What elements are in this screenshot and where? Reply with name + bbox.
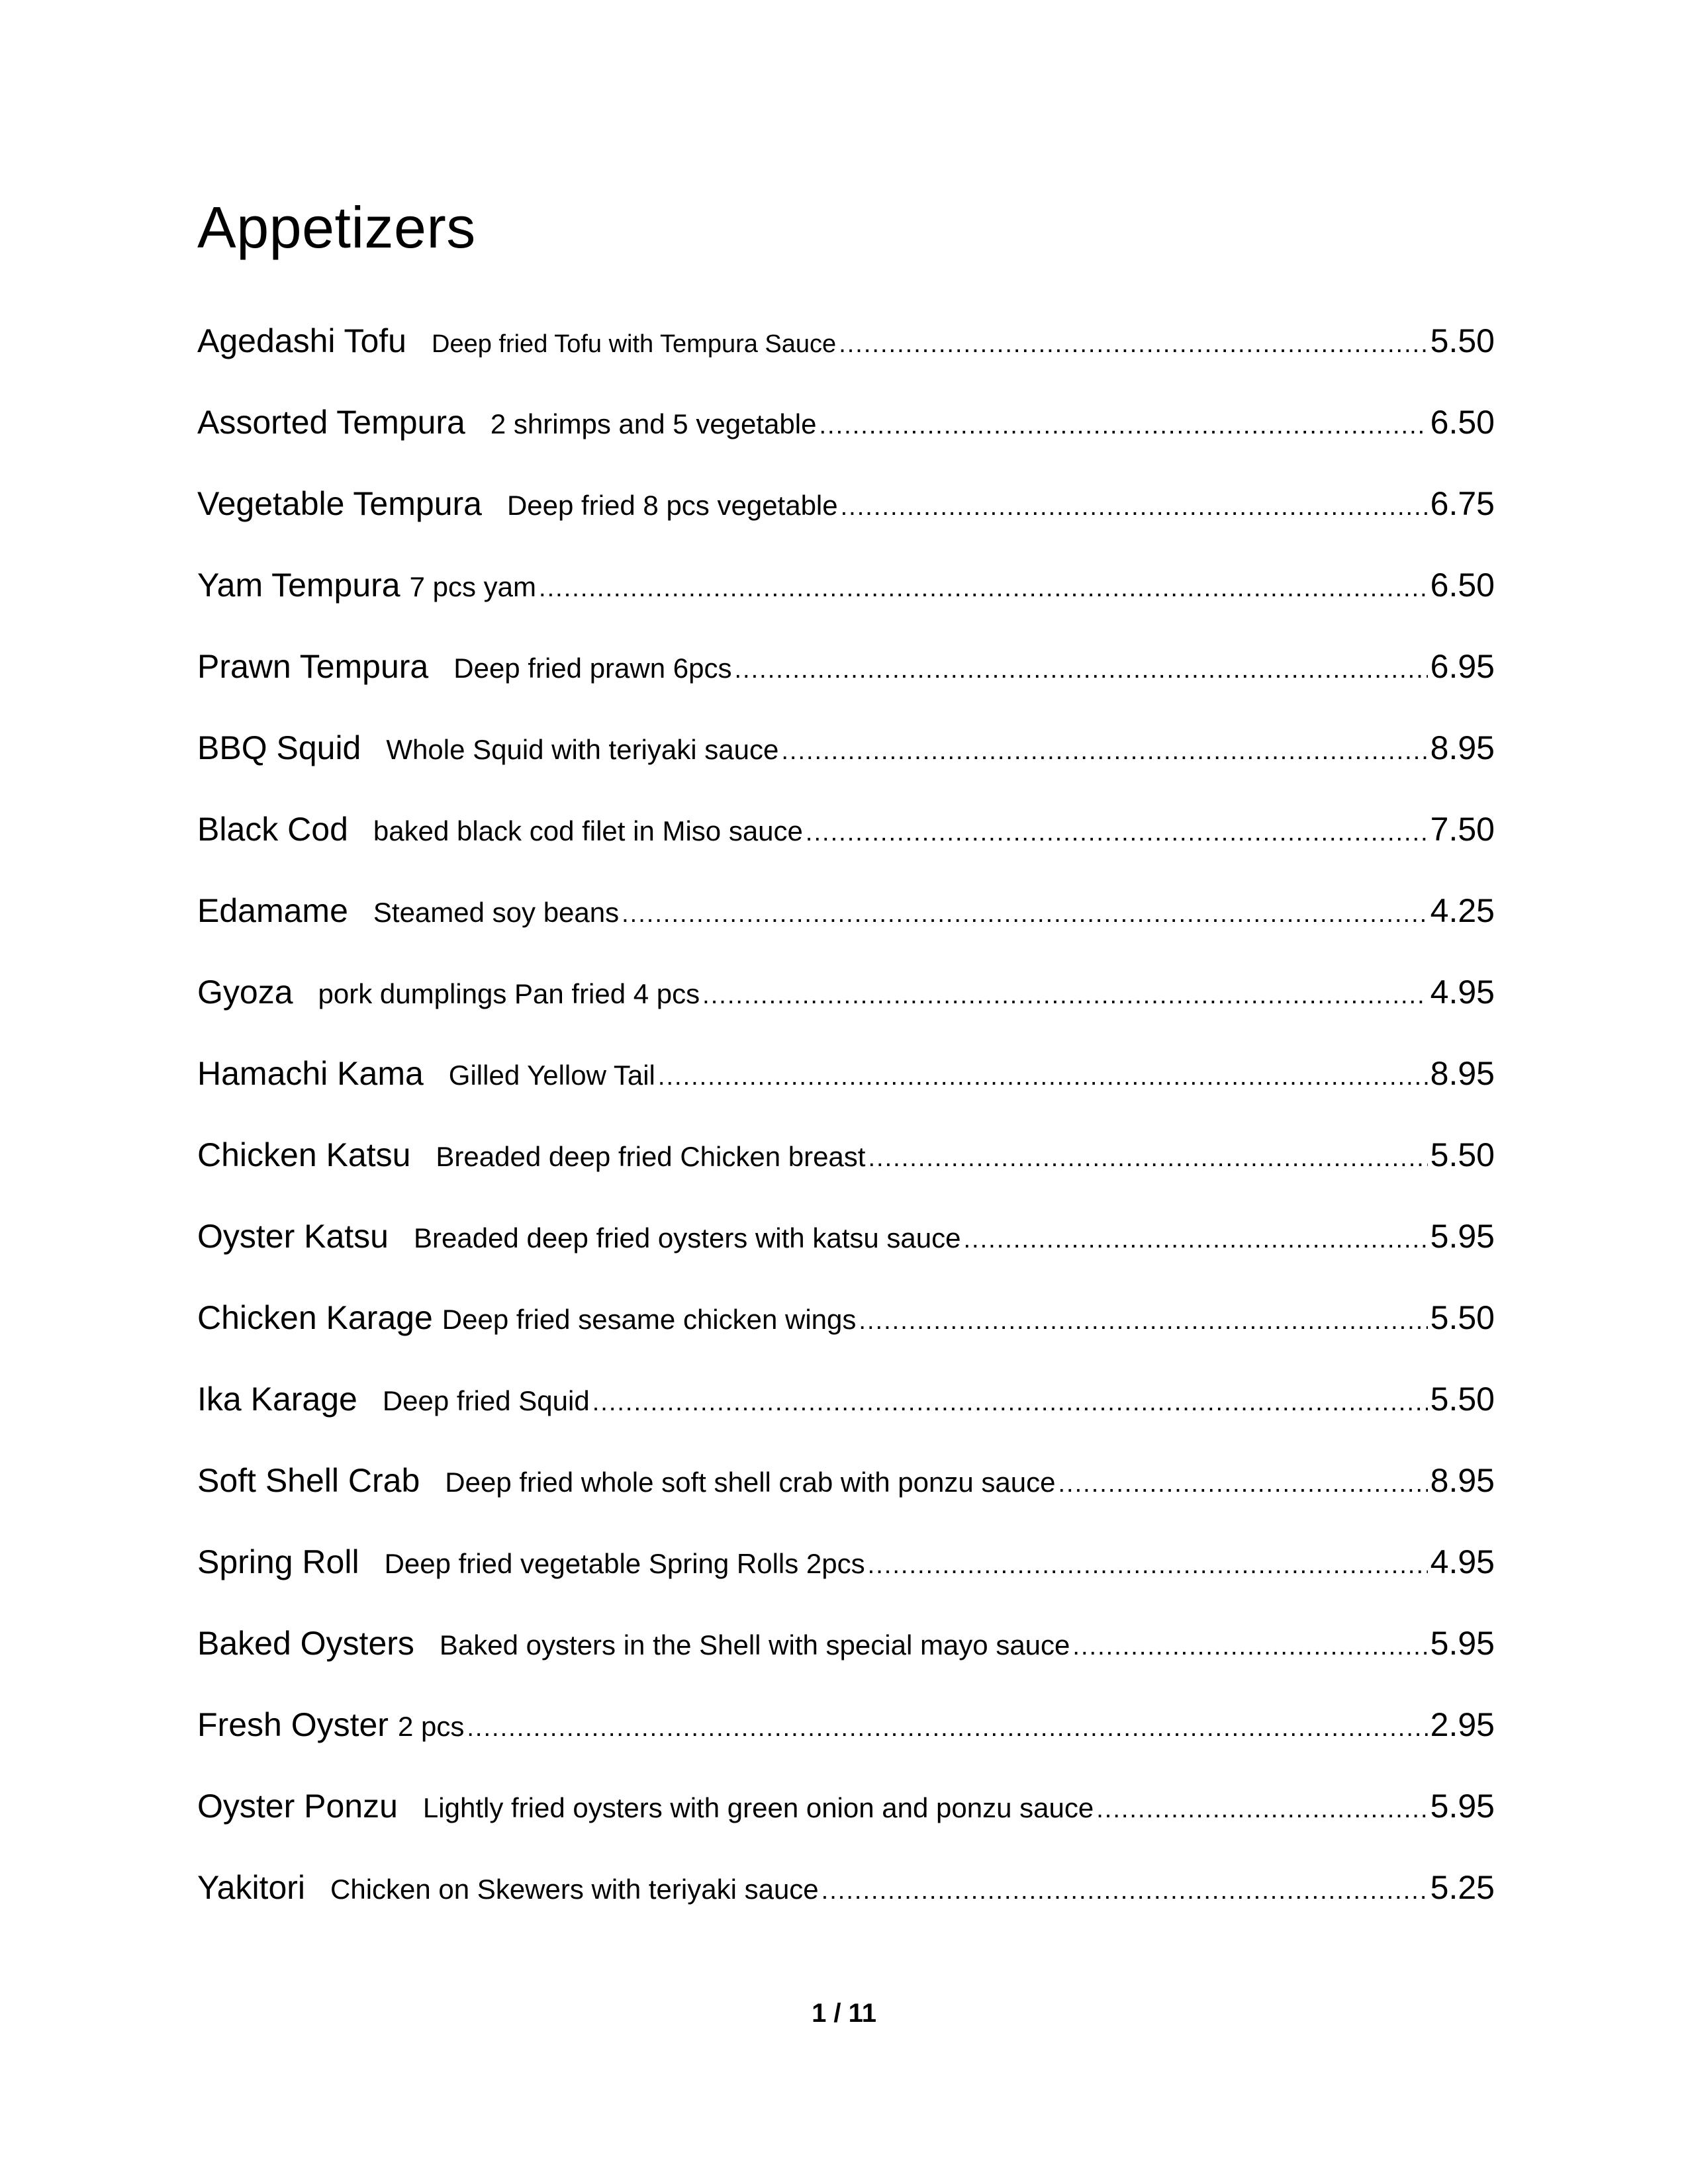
menu-item-yakitori (197, 1868, 1495, 1950)
page-title: Appetizers (197, 195, 476, 260)
item-description: Lightly fried oysters with green onion and ponzu sauce (422, 1792, 1094, 1823)
item-name: Soft Shell Crab (197, 1462, 420, 1499)
item-description: Baked oysters in the Shell with special mayo sauce (439, 1629, 1070, 1661)
item-name: Prawn Tempura (197, 648, 429, 685)
item-name: Spring Roll (197, 1543, 359, 1580)
item-description: pork dumplings Pan fried 4 pcs (318, 978, 700, 1009)
menu-item-assorted-tempura (197, 403, 1495, 484)
item-name: Edamame (197, 892, 348, 929)
item-price: 8.95 (1430, 1055, 1495, 1092)
item-name: Oyster Katsu (197, 1218, 389, 1255)
item-price: 5.50 (1430, 1299, 1495, 1336)
menu-item-fresh-oyster (197, 1706, 1495, 1787)
menu-item-chicken-karage (197, 1298, 1495, 1380)
item-price: 8.95 (1430, 1462, 1495, 1499)
item-description: 7 pcs yam (409, 571, 537, 602)
item-price: 5.95 (1430, 1788, 1495, 1825)
dot-leader (821, 1877, 1428, 1905)
dot-leader (841, 493, 1428, 522)
menu-item-soft-shell-crab (197, 1461, 1495, 1543)
dot-leader (1096, 1796, 1427, 1824)
item-description: 2 pcs (397, 1711, 465, 1742)
item-description: Deep fried prawn 6pcs (453, 653, 732, 684)
menu-list (197, 322, 1495, 1950)
menu-item-baked-oysters (197, 1624, 1495, 1706)
item-price: 5.50 (1430, 322, 1495, 359)
menu-item-oyster-katsu (197, 1217, 1495, 1298)
item-price: 4.25 (1430, 892, 1495, 929)
item-description: Gilled Yellow Tail (448, 1060, 655, 1091)
item-price: 2.95 (1430, 1706, 1495, 1743)
menu-item-spring-roll (197, 1543, 1495, 1624)
item-description: Breaded deep fried Chicken breast (436, 1141, 866, 1172)
item-name: BBQ Squid (197, 729, 361, 766)
item-name: Gyoza (197, 974, 293, 1011)
page-number: 1 / 11 (812, 1999, 876, 2028)
item-description: Deep fried sesame chicken wings (442, 1304, 857, 1335)
item-price: 5.50 (1430, 1136, 1495, 1173)
dot-leader (658, 1063, 1428, 1091)
menu-item-yam-tempura (197, 566, 1495, 647)
item-name: Chicken Karage (197, 1299, 433, 1336)
item-price: 7.50 (1430, 811, 1495, 848)
dot-leader (622, 900, 1428, 929)
item-price: 6.95 (1430, 648, 1495, 685)
dot-leader (1072, 1633, 1427, 1661)
menu-item-bbq-squid (197, 729, 1495, 810)
item-price: 6.50 (1430, 567, 1495, 604)
item-price: 4.95 (1430, 974, 1495, 1011)
menu-item-hamachi-kama (197, 1054, 1495, 1136)
item-name: Yam Tempura (197, 567, 400, 604)
item-name: Yakitori (197, 1869, 306, 1906)
menu-item-black-cod (197, 810, 1495, 891)
dot-leader (839, 330, 1427, 359)
dot-leader (734, 656, 1427, 684)
item-name: Chicken Katsu (197, 1136, 411, 1173)
dot-leader (868, 1551, 1428, 1580)
item-description: Breaded deep fried oysters with katsu sauce (414, 1222, 961, 1253)
dot-leader (592, 1388, 1428, 1417)
item-price: 6.50 (1430, 404, 1495, 441)
item-price: 5.25 (1430, 1869, 1495, 1906)
item-description: Deep fried vegetable Spring Rolls 2pcs (384, 1548, 865, 1579)
item-price: 8.95 (1430, 729, 1495, 766)
item-description: Deep fried Squid (382, 1385, 590, 1416)
dot-leader (806, 819, 1428, 847)
dot-leader (819, 412, 1427, 440)
item-description: Deep fried 8 pcs vegetable (506, 490, 838, 521)
item-name: Baked Oysters (197, 1625, 414, 1662)
item-price: 5.95 (1430, 1218, 1495, 1255)
dot-leader (1058, 1470, 1427, 1498)
menu-item-gyoza (197, 973, 1495, 1054)
item-price: 5.95 (1430, 1625, 1495, 1662)
dot-leader (467, 1714, 1427, 1743)
dot-leader (539, 574, 1428, 603)
item-description: 2 shrimps and 5 vegetable (490, 408, 817, 439)
menu-item-ika-karage (197, 1380, 1495, 1461)
item-description: Deep fried whole soft shell crab with ponzu sauce (445, 1467, 1056, 1498)
item-name: Fresh Oyster (197, 1706, 389, 1743)
item-description: Whole Squid with teriyaki sauce (386, 734, 779, 765)
menu-item-edamame (197, 891, 1495, 973)
item-description: baked black cod filet in Miso sauce (373, 815, 803, 846)
menu-item-vegetable-tempura (197, 484, 1495, 566)
item-description: Deep fried Tofu with Tempura Sauce (432, 330, 837, 358)
item-description: Chicken on Skewers with teriyaki sauce (330, 1874, 819, 1905)
menu-item-prawn-tempura (197, 647, 1495, 729)
menu-item-agedashi-tofu (197, 322, 1495, 403)
item-name: Black Cod (197, 811, 348, 848)
item-price: 4.95 (1430, 1543, 1495, 1580)
item-description: Steamed soy beans (373, 897, 620, 928)
menu-item-oyster-ponzu (197, 1787, 1495, 1868)
item-name: Assorted Tempura (197, 404, 465, 441)
item-name: Oyster Ponzu (197, 1788, 398, 1825)
dot-leader (781, 737, 1427, 766)
dot-leader (859, 1307, 1427, 1336)
item-name: Hamachi Kama (197, 1055, 424, 1092)
item-name: Ika Karage (197, 1381, 357, 1418)
menu-item-chicken-katsu (197, 1136, 1495, 1217)
dot-leader (868, 1144, 1427, 1173)
item-price: 6.75 (1430, 485, 1495, 522)
dot-leader (702, 981, 1428, 1010)
item-price: 5.50 (1430, 1381, 1495, 1418)
item-name: Agedashi Tofu (197, 322, 406, 359)
item-name: Vegetable Tempura (197, 485, 482, 522)
dot-leader (963, 1226, 1427, 1254)
